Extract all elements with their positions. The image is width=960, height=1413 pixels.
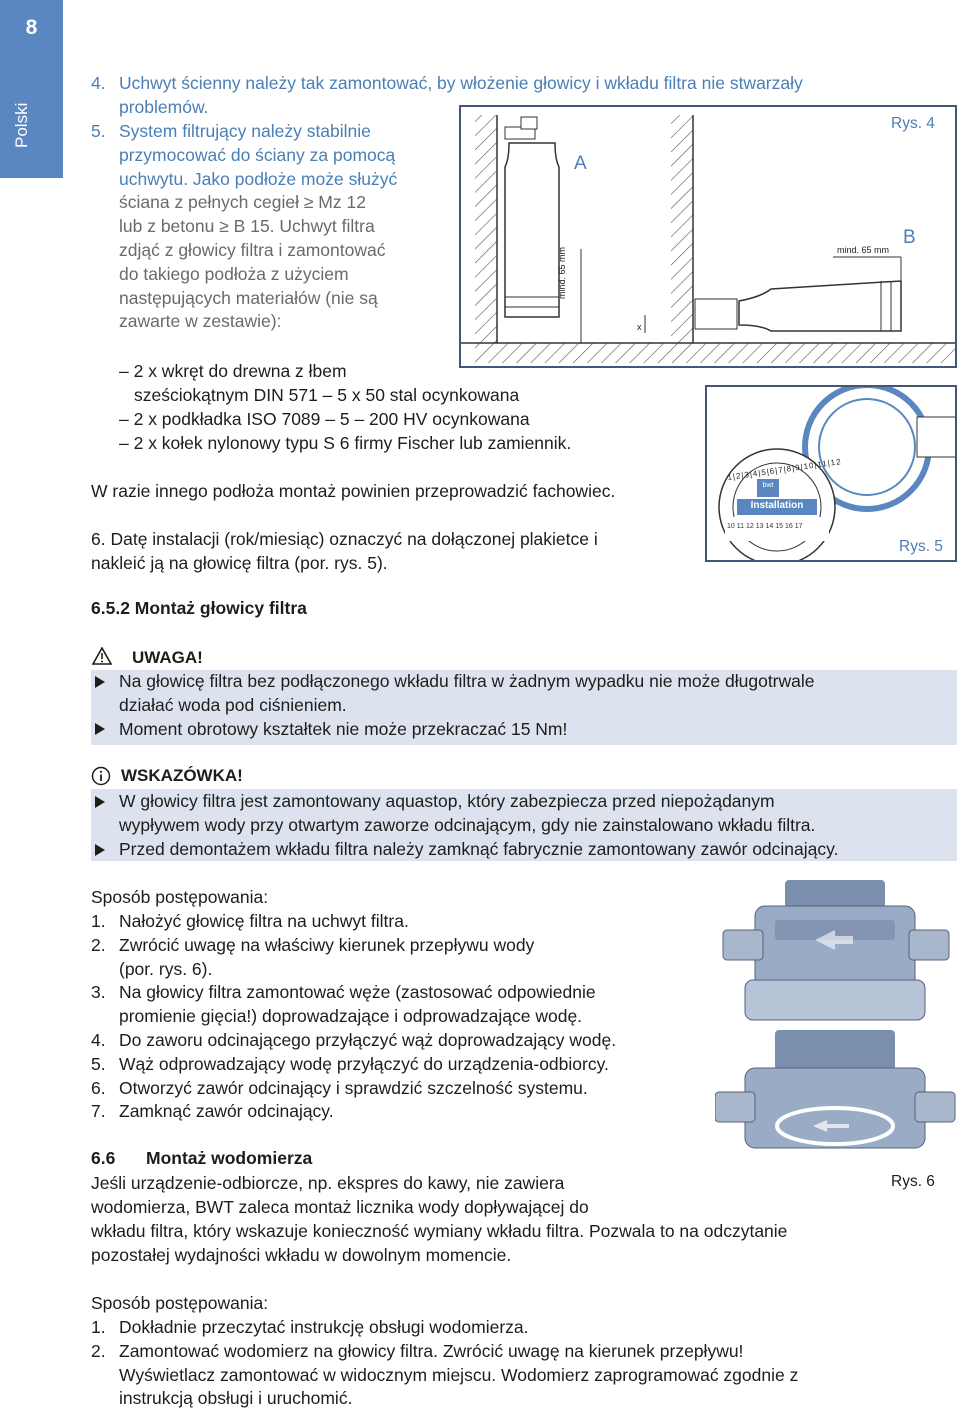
- hint-item: W głowicy filtra jest zamontowany aquastop, który zabezpiecza przed niepożądanym: [119, 791, 775, 811]
- item-6-line-1: 6. Datę instalacji (rok/miesiąc) oznaczyć na dołączonej plakietce i: [91, 529, 598, 549]
- language-tab: [0, 0, 63, 178]
- hint-item: wypływem wody przy otwartym zaworze odcinającym, gdy nie zainstalowano wkładu filtra.: [119, 815, 816, 835]
- item-4-line-2: problemów.: [119, 97, 209, 117]
- warning-item: działać woda pod ciśnieniem.: [119, 695, 347, 715]
- item-6-line-2: nakleić ją na głowicę filtra (por. rys. 5).: [91, 553, 388, 573]
- bullet-arrow-icon: [95, 795, 105, 813]
- paragraph-line: wkładu filtra, który wskazuje konieczność wymiany wkładu filtra. Pozwala to na odczytanie: [91, 1221, 788, 1241]
- material-line: sześciokątnym DIN 571 – 5 x 50 stal ocynkowana: [134, 385, 520, 405]
- section-heading-66-number: 6.6: [91, 1148, 116, 1168]
- language-label: Polski: [12, 102, 31, 148]
- figure-rys-4: [459, 105, 957, 368]
- paragraph-line: Jeśli urządzenie-odbiorcze, np. ekspres do kawy, nie zawiera: [91, 1173, 565, 1193]
- bullet-arrow-icon: [95, 675, 105, 693]
- figure-caption-rys-4: Rys. 4: [891, 115, 935, 132]
- paragraph-line: wodomierza, BWT zaleca montaż licznika wody dopływającej do: [91, 1197, 589, 1217]
- item-4-line-1: Uchwyt ścienny należy tak zamontować, by włożenie głowicy i wkładu filtra nie stwarzały: [119, 73, 803, 93]
- bullet-arrow-icon: [95, 843, 105, 861]
- item-5-number: 5.: [91, 121, 106, 141]
- filter-horizontal: [695, 281, 901, 331]
- dimension-a: mind. 65 mm: [557, 246, 567, 299]
- bullet-arrow-icon: [95, 722, 105, 740]
- flow-direction-diagram: [715, 880, 957, 1160]
- item-5-line: do takiego podłoża z użyciem: [119, 263, 349, 284]
- item-5-line: lub z betonu ≥ B 15. Uchwyt filtra: [119, 216, 375, 237]
- wall-floor: [475, 343, 955, 363]
- figure-rys-5: [705, 385, 957, 562]
- hint-item: Przed demontażem wkładu filtra należy zamknąć fabrycznie zamontowany zawór odcinający.: [119, 839, 839, 859]
- item-5-line: zdjąć z głowicy filtra i zamontować: [119, 239, 386, 260]
- dimension-b: mind. 65 mm: [837, 245, 890, 255]
- badge-installation: Installation: [750, 500, 804, 511]
- figure-caption-rys-5: Rys. 5: [899, 538, 943, 555]
- figure-caption-rys-6: Rys. 6: [891, 1173, 935, 1190]
- other-surface-note: W razie innego podłoża montaż powinien przeprowadzić fachowiec.: [91, 481, 616, 501]
- warning-icon: [92, 647, 112, 665]
- item-5-line: uchwytu. Jako podłoże może służyć: [119, 168, 398, 189]
- dimension-x: x: [637, 322, 642, 332]
- figure-rys-6: [715, 880, 957, 1160]
- wall-mount-diagram: [461, 107, 955, 366]
- section-heading-66: Montaż wodomierza: [146, 1148, 313, 1168]
- label-a: A: [574, 153, 587, 174]
- material-line: – 2 x wkręt do drewna z łbem: [119, 361, 347, 381]
- info-icon: [91, 766, 111, 786]
- item-5-line: przymocować do ściany za pomocą: [119, 144, 396, 165]
- wall-vertical-b: [671, 115, 693, 343]
- material-line: – 2 x podkładka ISO 7089 – 5 – 200 HV ocynkowana: [119, 409, 530, 429]
- paragraph-line: pozostałej wydajności wkładu w dowolnym momencie.: [91, 1245, 512, 1265]
- item-5-line: ściana z pełnych cegieł ≥ Mz 12: [119, 192, 366, 213]
- label-b: B: [903, 227, 916, 248]
- procedure-title-66: Sposób postępowania:: [91, 1293, 269, 1313]
- item-5-line: System filtrujący należy stabilnie: [119, 121, 371, 141]
- item-5-text: [119, 120, 397, 334]
- badge-months: 1|2|3|4|5|6|7|8|9|10|11|12: [726, 457, 843, 482]
- badge-brand: bwt: [762, 482, 774, 489]
- badge-years: 10 11 12 13 14 15 16 17: [727, 523, 803, 530]
- warning-item: Na głowicę filtra bez podłączonego wkładu filtra w żadnym wypadku nie może długotrwale: [119, 671, 815, 691]
- warning-title: UWAGA!: [132, 648, 203, 667]
- page-number: 8: [25, 16, 38, 39]
- hint-title: WSKAZÓWKA!: [121, 766, 243, 785]
- section-heading-652: 6.5.2 Montaż głowicy filtra: [91, 598, 307, 618]
- item-5-line: zawarte w zestawie):: [119, 311, 282, 332]
- wall-vertical: [475, 115, 497, 343]
- procedure-title: Sposób postępowania:: [91, 887, 269, 907]
- item-5-line: następujących materiałów (nie są: [119, 287, 378, 308]
- warning-item: Moment obrotowy kształtek nie może przekraczać 15 Nm!: [119, 719, 568, 739]
- item-4-number: 4.: [91, 73, 106, 93]
- material-line: – 2 x kołek nylonowy typu S 6 firmy Fischer lub zamiennik.: [119, 433, 572, 453]
- filter-vertical: [505, 117, 559, 317]
